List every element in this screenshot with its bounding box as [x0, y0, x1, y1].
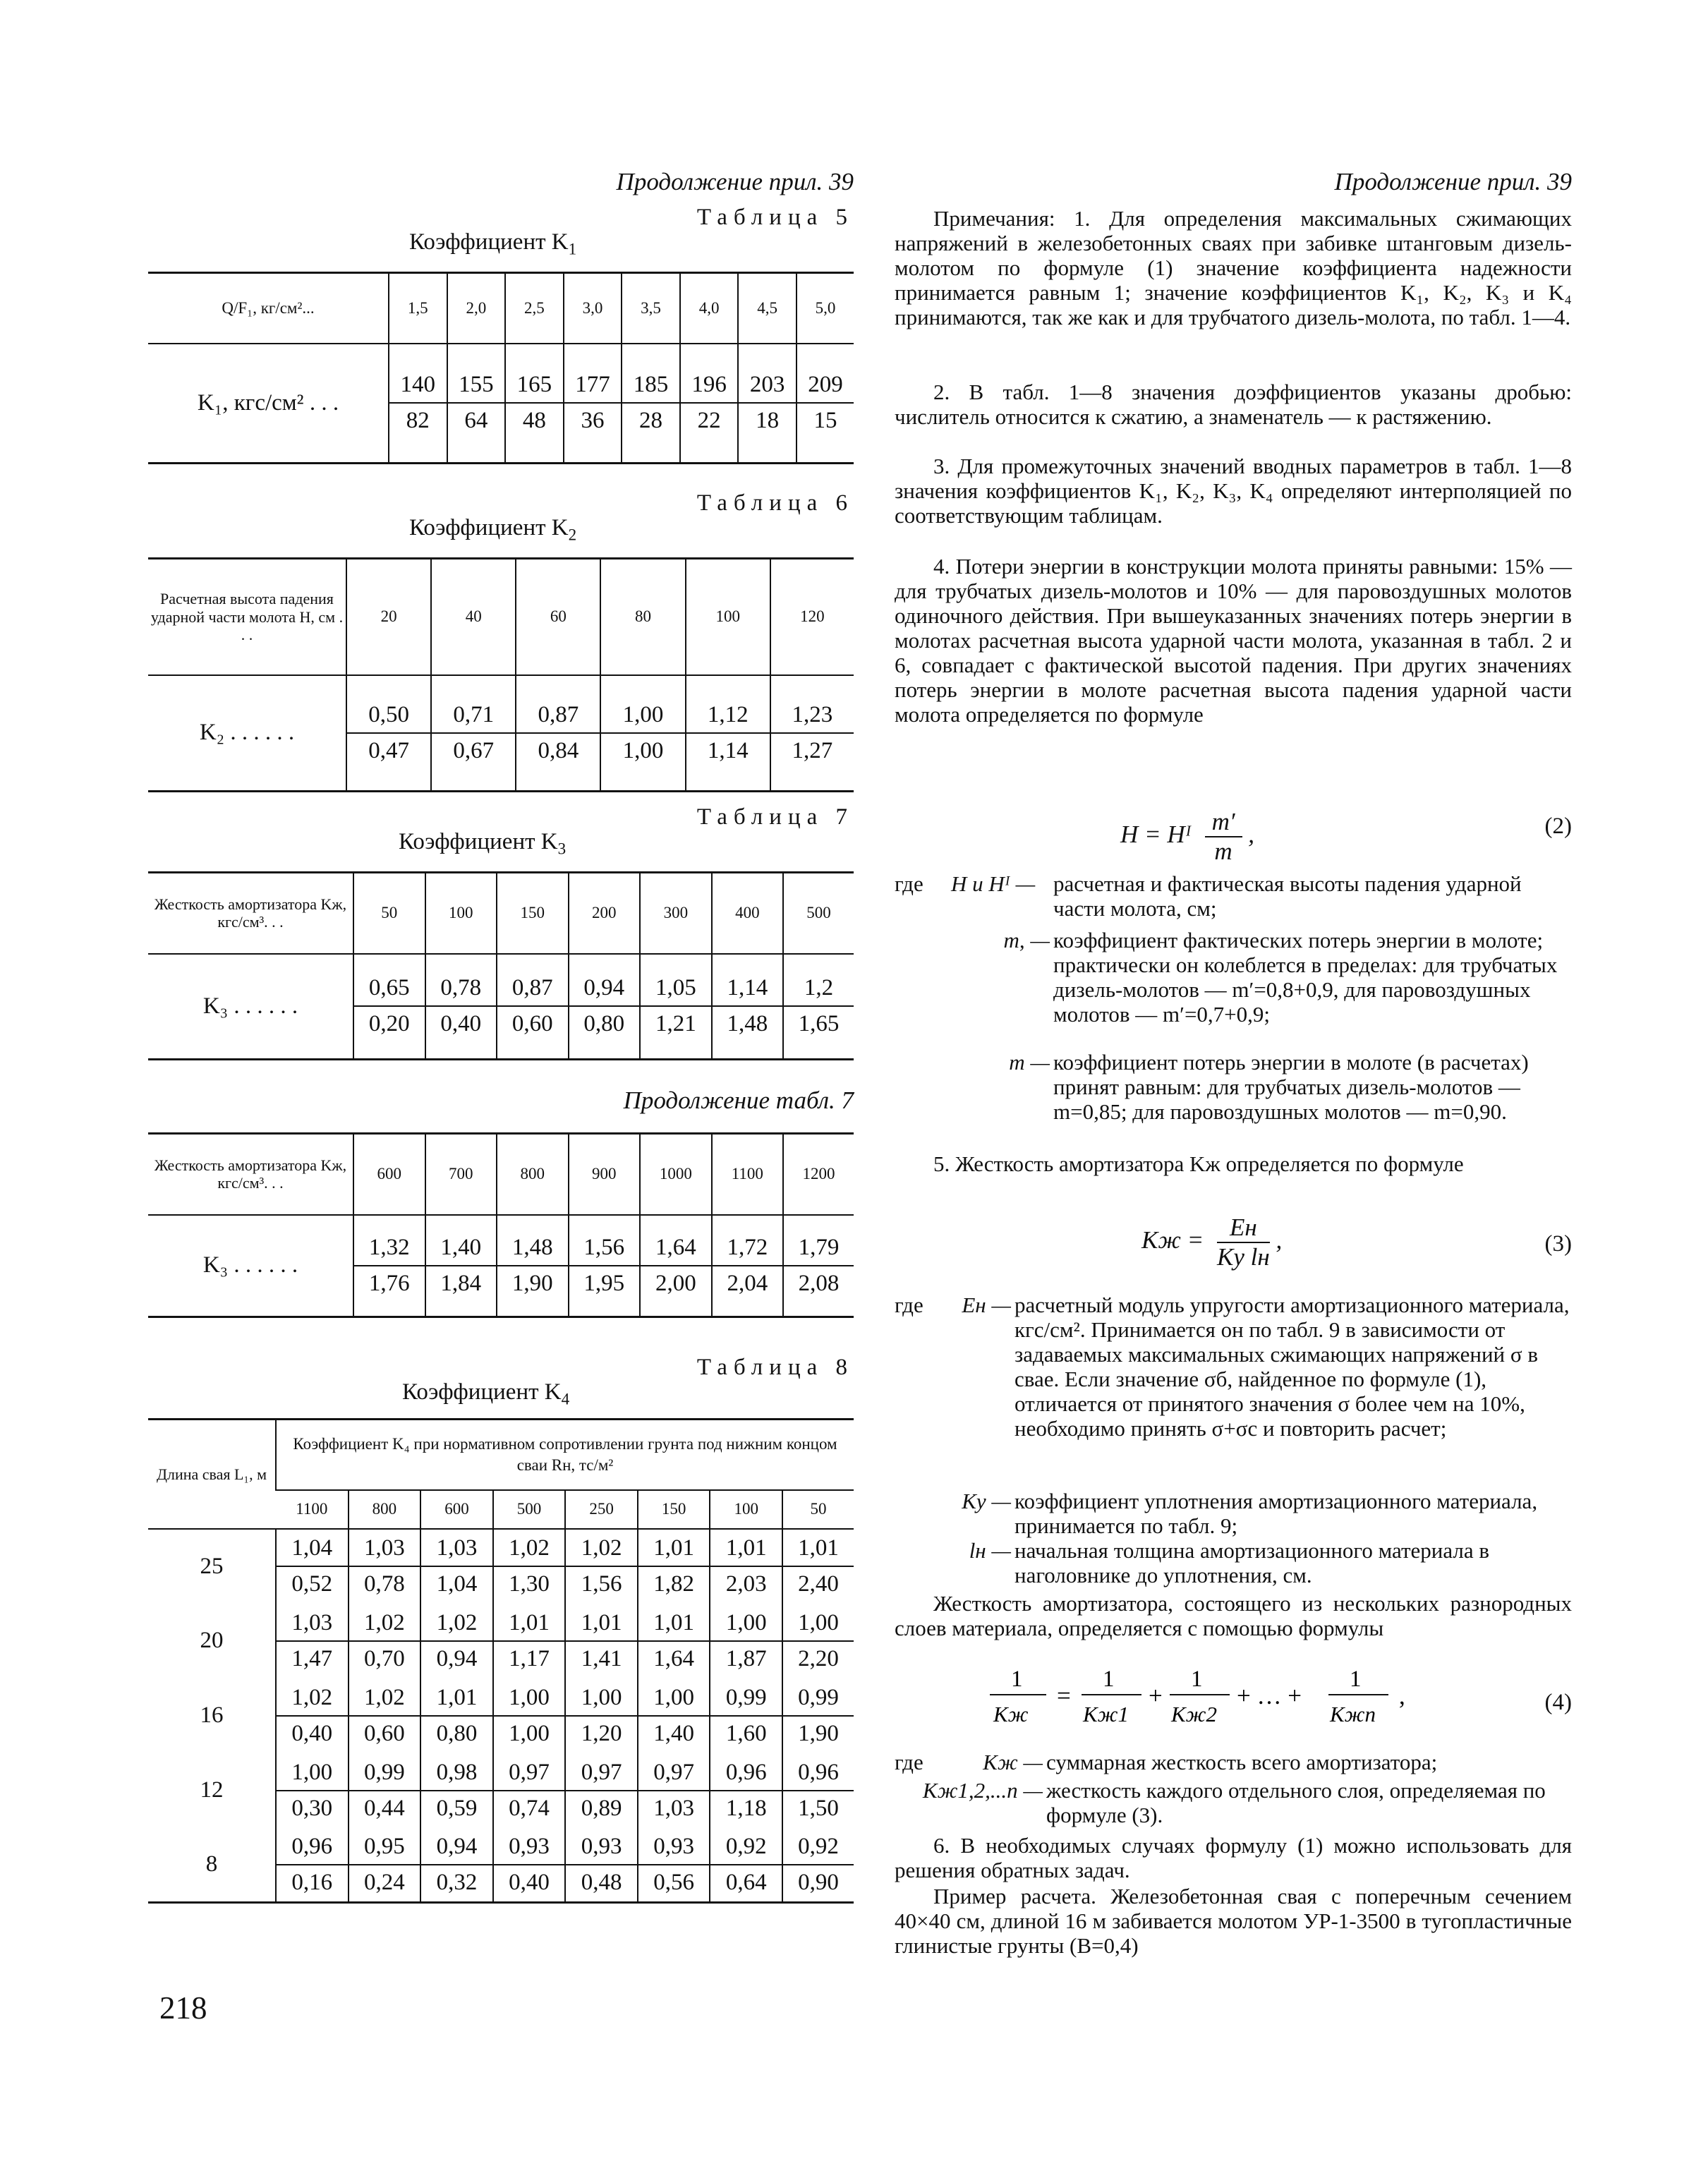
table7-den: 1,48 [727, 1011, 768, 1037]
table8-num: 1,01 [494, 1607, 565, 1642]
table6-col: 40 [431, 559, 516, 675]
table8-num: 0,93 [638, 1831, 710, 1865]
table7 [148, 871, 854, 1060]
table6-num: 1,00 [601, 699, 684, 734]
table8-num: 0,96 [783, 1757, 854, 1791]
table8-group-header: Коэффициент K₄ при нормативном сопротивлении грунта под нижним концом сваи Rн, тс/м² [276, 1420, 854, 1490]
table7-title: Коэффициент $K_3$ [399, 829, 567, 858]
table8-num: 1,02 [566, 1532, 637, 1567]
formula-2-number: (2) [1544, 813, 1572, 839]
table8-row [148, 1529, 854, 1604]
table5-col: 3,5 [622, 273, 680, 344]
table6-den: 0,47 [368, 737, 409, 763]
table7cont-num: 1,56 [569, 1232, 640, 1266]
table8-num: 1,00 [638, 1682, 710, 1717]
svg-text:1: 1 [1191, 1666, 1203, 1692]
table7cont-den: 1,84 [440, 1270, 482, 1296]
table7cont-den: 1,76 [368, 1270, 410, 1296]
table7cont-row [148, 1215, 854, 1317]
note-5: 5. Жесткость амортизатора Kж определяется по формуле [933, 1151, 1464, 1176]
table5-den: 18 [756, 408, 780, 434]
def-symbol: m — [1009, 1050, 1050, 1075]
table8-den: 0,56 [653, 1869, 695, 1895]
table6-title: Коэффициент $K_2$ [409, 515, 577, 544]
table8-den: 2,20 [798, 1645, 839, 1671]
table8-den: 0,52 [291, 1571, 333, 1597]
table8-row [148, 1604, 854, 1678]
table8-num: 0,93 [494, 1831, 565, 1865]
table6-den: 0,84 [538, 737, 579, 763]
table8-length: 25 [200, 1553, 224, 1579]
formula-2-den: m [1214, 837, 1232, 865]
table7cont-num: 1,64 [641, 1232, 711, 1266]
formula-3-number: (3) [1544, 1231, 1572, 1257]
table8-den: 1,20 [581, 1720, 622, 1746]
table7cont-den: 2,08 [798, 1270, 840, 1296]
table8-den: 1,90 [798, 1720, 839, 1746]
table6-col: 80 [600, 559, 685, 675]
table8-den: 1,30 [509, 1571, 550, 1597]
table8-col: 800 [349, 1490, 421, 1529]
table8-num: 1,01 [421, 1682, 492, 1717]
formula-3-left: Kж = [1141, 1226, 1204, 1254]
table5-num: 155 [448, 369, 505, 404]
table7cont-col: 1000 [640, 1134, 712, 1215]
page-number: 218 [159, 1990, 207, 2026]
def-text: расчетный модуль упругости амортизационного материала, кгс/см². Принимается он по табл. 9 в зависимости от задаваемых максимальных сжимающих напряжений σ в свае. Если значение σб, найденное по формуле (1), отличается от принятого значения σ более чем на 10%, необходимо принять σ+σс и повторить расчет; [1014, 1293, 1570, 1441]
table8-num: 0,94 [421, 1831, 492, 1865]
table8-den: 1,82 [653, 1571, 695, 1597]
table7-col: 100 [425, 873, 497, 954]
svg-text:Kжn: Kжn [1330, 1702, 1376, 1726]
table5-den: 48 [522, 408, 546, 434]
table8-title: Коэффициент $K_4$ [402, 1379, 570, 1408]
table8-num: 1,00 [566, 1682, 637, 1717]
table8-row [148, 1828, 854, 1903]
table7-num: 0,78 [426, 972, 497, 1007]
table5-col: 3,0 [564, 273, 622, 344]
table8-col: 50 [782, 1490, 854, 1529]
table8-caption: Таблица 8 [696, 1355, 854, 1380]
note-7: 6. В необходимых случаях формулу (1) можно использовать для решения обратных задач. [895, 1833, 1572, 1882]
note-4: 4. Потери энергии в конструкции молота приняты равными: 15% — для трубчатых дизель-молотов и 10% — для паровоздушных молотов одиночного действия. При вышеуказанных значениях потерь энергии в молотах расчетная высота ударной части молота, указанная в табл. 2 и 6, совпадает с фактической высотой падения. При других значениях потерь энергии в молоте расчетная высота падения ударной части молота определяется по формуле [895, 554, 1572, 727]
table8-num: 0,99 [783, 1682, 854, 1717]
table7cont [148, 1132, 854, 1318]
table7-den: 0,20 [368, 1011, 410, 1037]
table8-den: 1,17 [509, 1645, 550, 1671]
table8-den: 0,70 [363, 1645, 405, 1671]
table6-num: 0,50 [347, 699, 430, 734]
table7-col: 200 [569, 873, 641, 954]
formula-2-left: H = Hᴵ [1120, 821, 1192, 849]
table5-row [148, 344, 854, 464]
svg-text:Kж2: Kж2 [1171, 1702, 1218, 1726]
running-head-left: Продолжение прил. 39 [616, 168, 854, 195]
table7cont-den: 2,00 [655, 1270, 696, 1296]
where-label: где [895, 871, 923, 896]
table7cont-col: 700 [425, 1134, 497, 1215]
table6-num: 0,71 [432, 699, 515, 734]
table7-col: 500 [783, 873, 854, 954]
table8-den: 1,50 [798, 1795, 839, 1821]
table7-den: 0,60 [511, 1011, 553, 1037]
def-text: коэффициент уплотнения амортизационного материала, принимается по табл. 9; [1014, 1489, 1538, 1538]
table7cont-caption: Продолжение табл. 7 [623, 1087, 854, 1114]
note-2: 2. В табл. 1—8 значения доэффициентов указаны дробью: числитель относится к сжатию, а знаменатель — к растяжению. [895, 380, 1572, 429]
table8-num: 1,02 [421, 1607, 492, 1642]
table8-num: 1,02 [494, 1532, 565, 1567]
svg-text:,: , [1399, 1682, 1405, 1710]
table8-num: 1,01 [783, 1532, 854, 1567]
table5-den: 82 [406, 408, 430, 434]
table6-col: 60 [516, 559, 600, 675]
table5-num: 185 [622, 369, 679, 404]
table6-den: 1,00 [622, 737, 664, 763]
table6 [148, 557, 854, 792]
svg-text:Kж: Kж [993, 1702, 1029, 1726]
table8-den: 0,30 [291, 1795, 333, 1821]
table5-caption: Таблица 5 [696, 205, 854, 230]
formula-4-graphic [990, 1665, 1427, 1729]
table8-num: 0,92 [783, 1831, 854, 1865]
table7cont-num: 1,40 [426, 1232, 497, 1266]
table6-row [148, 675, 854, 792]
table8-num: 1,00 [710, 1607, 782, 1642]
table8-den: 1,00 [509, 1720, 550, 1746]
table6-num: 1,23 [771, 699, 854, 734]
table8-den: 0,16 [291, 1869, 333, 1895]
table6-row-label: K₂ . . . . . . [199, 720, 295, 746]
running-head-right: Продолжение прил. 39 [1334, 168, 1572, 195]
table7cont-den: 1,90 [511, 1270, 553, 1296]
table6-header-label: Расчетная высота падения ударной части молота H, см . . . [148, 559, 346, 675]
table8-num: 0,96 [710, 1757, 782, 1791]
table5-col: 2,5 [505, 273, 564, 344]
table7-row [148, 954, 854, 1060]
table8-den: 0,64 [725, 1869, 767, 1895]
formula-3: Kж = Eн Kу lн , [1141, 1214, 1283, 1271]
table8-den: 1,47 [291, 1645, 333, 1671]
table6-den: 1,14 [707, 737, 749, 763]
table6-den: 0,67 [453, 737, 495, 763]
table5-den: 22 [697, 408, 721, 434]
table8-num: 1,02 [349, 1607, 420, 1642]
table5-header-label: Q/F₁, кг/см²... [148, 273, 389, 344]
table5-col: 5,0 [797, 273, 854, 344]
table5-den: 15 [813, 408, 837, 434]
table7-num: 0,65 [354, 972, 425, 1007]
def-text: коэффициент фактических потерь энергии в молоте; практически он колеблется в пределах: для трубчатых дизель-молотов — m′=0,8+0,9, для паровоздушных молотов — m′=0,7+0,9; [1053, 928, 1558, 1027]
table8-col0-header: Длина свая L₁, м [148, 1420, 276, 1529]
def-text: коэффициент потерь энергии в молоте (в расчетах) принят равным: для трубчатых дизель-молотов — m=0,85; для паровоздушных молотов — m=0,90. [1053, 1050, 1529, 1124]
table5-col: 2,0 [447, 273, 506, 344]
table8-den: 0,32 [436, 1869, 478, 1895]
def-symbol: lн — [969, 1538, 1011, 1563]
table8-col: 1100 [276, 1490, 349, 1529]
table8-col: 150 [638, 1490, 710, 1529]
def-symbol: Kу — [962, 1489, 1011, 1513]
table7-header-label: Жесткость амортизатора Kж, кгс/см³. . . [148, 873, 353, 954]
table8-length: 12 [200, 1777, 224, 1803]
table7-col: 50 [353, 873, 425, 954]
table7cont-col: 800 [497, 1134, 569, 1215]
table8-den: 1,56 [581, 1571, 622, 1597]
table7cont-den: 1,95 [583, 1270, 625, 1296]
table5-num: 177 [564, 369, 622, 404]
table8-den: 1,04 [436, 1571, 478, 1597]
table8-length: 16 [200, 1702, 224, 1728]
table7cont-den: 2,04 [727, 1270, 768, 1296]
table8-num: 1,03 [277, 1607, 348, 1642]
table8-num: 1,03 [421, 1532, 492, 1567]
table8-num: 0,92 [710, 1831, 782, 1865]
table5-title: Коэффициент $K_1$ [409, 229, 577, 258]
table8-num: 0,99 [349, 1757, 420, 1791]
note-8: Пример расчета. Железобетонная свая с поперечным сечением 40×40 см, длиной 16 м забивается молотом УР-1-3500 в тугопластичные глинистые грунты (B=0,4) [895, 1884, 1572, 1958]
table8-den: 1,60 [725, 1720, 767, 1746]
formula-2-num: m′ [1205, 808, 1242, 837]
table5-col: 1,5 [389, 273, 447, 344]
table7-den: 0,80 [583, 1011, 625, 1037]
table7cont-row-label: K₃ . . . . . . [202, 1252, 298, 1278]
table8-den: 0,24 [363, 1869, 405, 1895]
table8-den: 0,94 [436, 1645, 478, 1671]
table7-num: 0,94 [569, 972, 640, 1007]
table6-caption: Таблица 6 [696, 490, 854, 516]
table7cont-num: 1,32 [354, 1232, 425, 1266]
table8-den: 0,40 [291, 1720, 333, 1746]
table7-num: 1,14 [713, 972, 783, 1007]
table8-num: 1,02 [349, 1682, 420, 1717]
svg-text:+ … +: + … + [1237, 1682, 1302, 1710]
table7cont-col: 1200 [783, 1134, 854, 1215]
table8-den: 1,18 [725, 1795, 767, 1821]
table8-num: 1,02 [277, 1682, 348, 1717]
table5-col: 4,0 [680, 273, 739, 344]
svg-text:1: 1 [1103, 1666, 1115, 1692]
table7cont-num: 1,72 [713, 1232, 783, 1266]
note-6: Жесткость амортизатора, состоящего из нескольких разнородных слоев материала, определяется с помощью формулы [895, 1591, 1572, 1640]
table7cont-num: 1,79 [784, 1232, 854, 1266]
table7-col: 400 [712, 873, 784, 954]
table8-den: 2,40 [798, 1571, 839, 1597]
table8-num: 1,03 [349, 1532, 420, 1567]
table7-num: 0,87 [497, 972, 568, 1007]
table7cont-col: 1100 [712, 1134, 784, 1215]
table8-num: 0,98 [421, 1757, 492, 1791]
table7-num: 1,05 [641, 972, 711, 1007]
table8-num: 0,96 [277, 1831, 348, 1865]
table8-den: 0,48 [581, 1869, 622, 1895]
table6-num: 1,12 [686, 699, 770, 734]
table8 [148, 1418, 854, 1904]
table8-col: 250 [565, 1490, 638, 1529]
table5-row-label: K₁, кгс/см² . . . [197, 389, 339, 416]
table8-num: 0,99 [710, 1682, 782, 1717]
def-text: суммарная жесткость всего амортизатора; [1046, 1750, 1438, 1774]
table5-den: 36 [581, 408, 605, 434]
def-symbol: Kж — [983, 1750, 1043, 1774]
table8-den: 1,40 [653, 1720, 695, 1746]
table8-den: 0,89 [581, 1795, 622, 1821]
table8-col: 500 [493, 1490, 566, 1529]
table8-col: 600 [420, 1490, 493, 1529]
formula-3-num: Eн [1217, 1214, 1270, 1243]
table8-num: 1,01 [638, 1607, 710, 1642]
table8-den: 1,41 [581, 1645, 622, 1671]
table8-num: 0,97 [494, 1757, 565, 1791]
table8-den: 0,80 [436, 1720, 478, 1746]
table8-num: 0,97 [566, 1757, 637, 1791]
table5 [148, 272, 854, 464]
table8-den: 0,40 [509, 1869, 550, 1895]
svg-text:1: 1 [1011, 1666, 1023, 1692]
table8-num: 1,00 [494, 1682, 565, 1717]
table7cont-col: 900 [569, 1134, 641, 1215]
svg-text:Kж1: Kж1 [1083, 1702, 1129, 1726]
table8-length: 20 [200, 1628, 224, 1653]
table8-col: 100 [710, 1490, 782, 1529]
table8-row [148, 1678, 854, 1753]
table7cont-col: 600 [353, 1134, 425, 1215]
table8-num: 0,93 [566, 1831, 637, 1865]
table7-den: 1,65 [798, 1011, 840, 1037]
table8-den: 0,44 [363, 1795, 405, 1821]
formula-3-den: Kу lн [1217, 1243, 1270, 1271]
table8-den: 1,64 [653, 1645, 695, 1671]
table8-den: 0,90 [798, 1869, 839, 1895]
table5-num: 203 [739, 369, 796, 404]
def-symbol: H и Hᴵ — [951, 871, 1036, 896]
table5-num: 209 [797, 369, 854, 404]
table5-den: 64 [464, 408, 488, 434]
table8-den: 1,87 [725, 1645, 767, 1671]
table7-num: 1,2 [784, 972, 854, 1007]
table8-num: 1,04 [277, 1532, 348, 1567]
table8-length: 8 [205, 1851, 218, 1877]
table8-den: 2,03 [725, 1571, 767, 1597]
table8-num: 0,97 [638, 1757, 710, 1791]
svg-text:+: + [1149, 1682, 1163, 1710]
formula-4 [990, 1665, 1427, 1735]
table5-num: 140 [389, 369, 447, 404]
table7-caption: Таблица 7 [696, 804, 854, 830]
svg-text:1: 1 [1350, 1666, 1362, 1692]
def-text: начальная толщина амортизационного материала в наголовнике до уплотнения, см. [1014, 1538, 1490, 1587]
table8-num: 1,00 [277, 1757, 348, 1791]
where-label: где [895, 1293, 923, 1317]
table8-num: 0,95 [349, 1831, 420, 1865]
table8-den: 0,78 [363, 1571, 405, 1597]
def-symbol: Eн — [962, 1293, 1011, 1317]
table8-num: 1,01 [638, 1532, 710, 1567]
table8-num: 1,01 [566, 1607, 637, 1642]
note-3: 3. Для промежуточных значений вводных параметров в табл. 1—8 значения коэффициентов K₁, K₂, K₃, K₄ определяют интерполяцией по соответствующим таблицам. [895, 454, 1572, 528]
table5-num: 165 [506, 369, 563, 404]
where-label: где [895, 1750, 923, 1774]
table8-num: 1,01 [710, 1532, 782, 1567]
table7cont-header-label: Жесткость амортизатора Kж, кгс/см³. . . [148, 1134, 353, 1215]
table6-num: 0,87 [516, 699, 600, 734]
def-symbol: Kж1,2,...n — [922, 1778, 1043, 1803]
table5-col: 4,5 [738, 273, 797, 344]
table7-den: 0,40 [440, 1011, 482, 1037]
def-symbol: m, — [1003, 928, 1050, 952]
table6-col: 100 [686, 559, 770, 675]
table6-col: 20 [346, 559, 431, 675]
table5-num: 196 [681, 369, 738, 404]
table8-den: 0,74 [509, 1795, 550, 1821]
table7cont-num: 1,48 [497, 1232, 568, 1266]
table8-den: 1,03 [653, 1795, 695, 1821]
table7-den: 1,21 [655, 1011, 696, 1037]
svg-text:=: = [1057, 1682, 1071, 1710]
def-text: жесткость каждого отдельного слоя, определяемая по формуле (3). [1046, 1778, 1546, 1827]
table5-den: 28 [639, 408, 663, 434]
table7-col: 300 [640, 873, 712, 954]
table8-num: 1,00 [783, 1607, 854, 1642]
table6-den: 1,27 [792, 737, 833, 763]
table7-col: 150 [497, 873, 569, 954]
table6-col: 120 [770, 559, 854, 675]
table8-den: 0,60 [363, 1720, 405, 1746]
table7-row-label: K₃ . . . . . . [202, 993, 298, 1019]
formula-4-number: (4) [1544, 1690, 1572, 1715]
formula-2: H = Hᴵ $\frac{m'}{m}$ , [1120, 808, 1255, 865]
table8-den: 0,59 [436, 1795, 478, 1821]
note-1: Примечания: 1. Для определения максимальных сжимающих напряжений в железобетонных сваях при забивке штанговым дизель-молотом по формуле (1) значение коэффициента надежности принимается равным 1; значение коэффициентов K₁, K₂, K₃ и K₄ принимаются, так же как и для трубчатого дизель-молота, по табл. 1—4. [895, 206, 1572, 329]
def-text: расчетная и фактическая высоты падения ударной части молота, см; [1053, 871, 1522, 921]
table8-row [148, 1753, 854, 1828]
